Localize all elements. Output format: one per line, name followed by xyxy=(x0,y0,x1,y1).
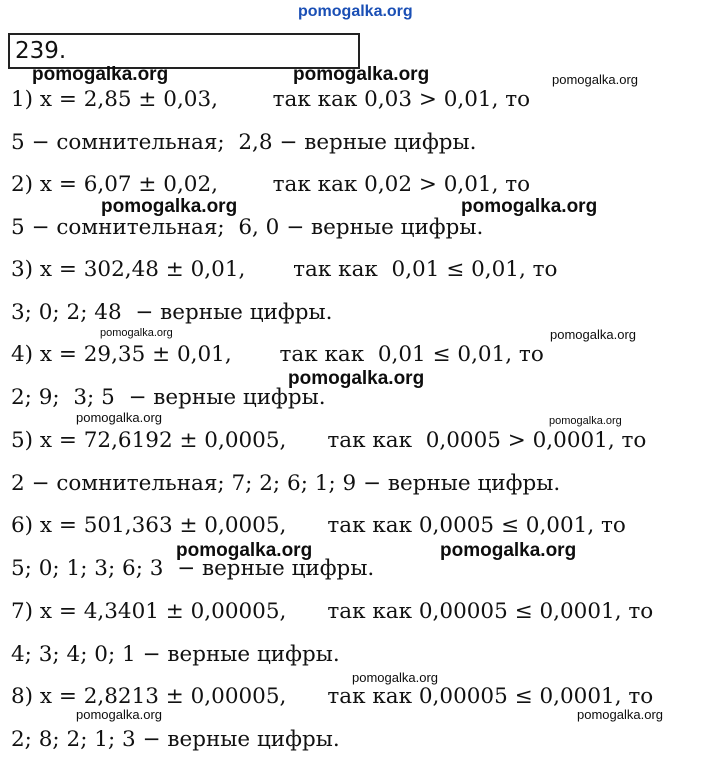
solution-line-2: 5 − сомнительная; 2,8 − верные цифры. xyxy=(11,130,477,155)
solution-line-13: 7) x = 4,3401 ± 0,00005, так как 0,00005 ≤ 0,0001, то xyxy=(11,599,654,624)
solution-line-1: 1) x = 2,85 ± 0,03, так как 0,03 > 0,01, то xyxy=(11,87,531,112)
watermark: pomogalka.org xyxy=(461,196,598,217)
watermark: pomogalka.org xyxy=(352,670,438,685)
watermark: pomogalka.org xyxy=(100,327,173,339)
solution-line-10: 2 − сомнительная; 7; 2; 6; 1; 9 − верные цифры. xyxy=(11,471,561,496)
solution-line-3: 2) x = 6,07 ± 0,02, так как 0,02 > 0,01, то xyxy=(11,172,531,197)
solution-line-5: 3) x = 302,48 ± 0,01, так как 0,01 ≤ 0,01, то xyxy=(11,257,558,282)
watermark-top: pomogalka.org xyxy=(298,3,413,20)
problem-number: 239. xyxy=(15,38,67,64)
solution-line-9: 5) x = 72,6192 ± 0,0005, так как 0,0005 > 0,0001, то xyxy=(11,428,647,453)
solution-line-14: 4; 3; 4; 0; 1 − верные цифры. xyxy=(11,642,340,667)
solution-line-12: 5; 0; 1; 3; 6; 3 − верные цифры. xyxy=(11,556,375,581)
watermark: pomogalka.org xyxy=(176,540,313,561)
solution-line-15: 8) x = 2,8213 ± 0,00005, так как 0,00005 ≤ 0,0001, то xyxy=(11,684,654,709)
solution-line-11: 6) x = 501,363 ± 0,0005, так как 0,0005 ≤ 0,001, то xyxy=(11,513,626,538)
watermark: pomogalka.org xyxy=(550,327,636,342)
watermark: pomogalka.org xyxy=(552,72,638,87)
watermark: pomogalka.org xyxy=(32,64,169,85)
watermark: pomogalka.org xyxy=(101,196,238,217)
solution-line-8: 2; 9; 3; 5 − верные цифры. xyxy=(11,385,326,410)
watermark: pomogalka.org xyxy=(549,415,622,427)
watermark: pomogalka.org xyxy=(76,410,162,425)
solution-line-16: 2; 8; 2; 1; 3 − верные цифры. xyxy=(11,727,340,752)
watermark: pomogalka.org xyxy=(293,64,430,85)
watermark: pomogalka.org xyxy=(288,368,425,389)
watermark: pomogalka.org xyxy=(76,707,162,722)
watermark: pomogalka.org xyxy=(577,707,663,722)
solution-line-4: 5 − сомнительная; 6, 0 − верные цифры. xyxy=(11,215,484,240)
watermark: pomogalka.org xyxy=(440,540,577,561)
solution-line-7: 4) x = 29,35 ± 0,01, так как 0,01 ≤ 0,01, то xyxy=(11,342,544,367)
solution-line-6: 3; 0; 2; 48 − верные цифры. xyxy=(11,300,333,325)
